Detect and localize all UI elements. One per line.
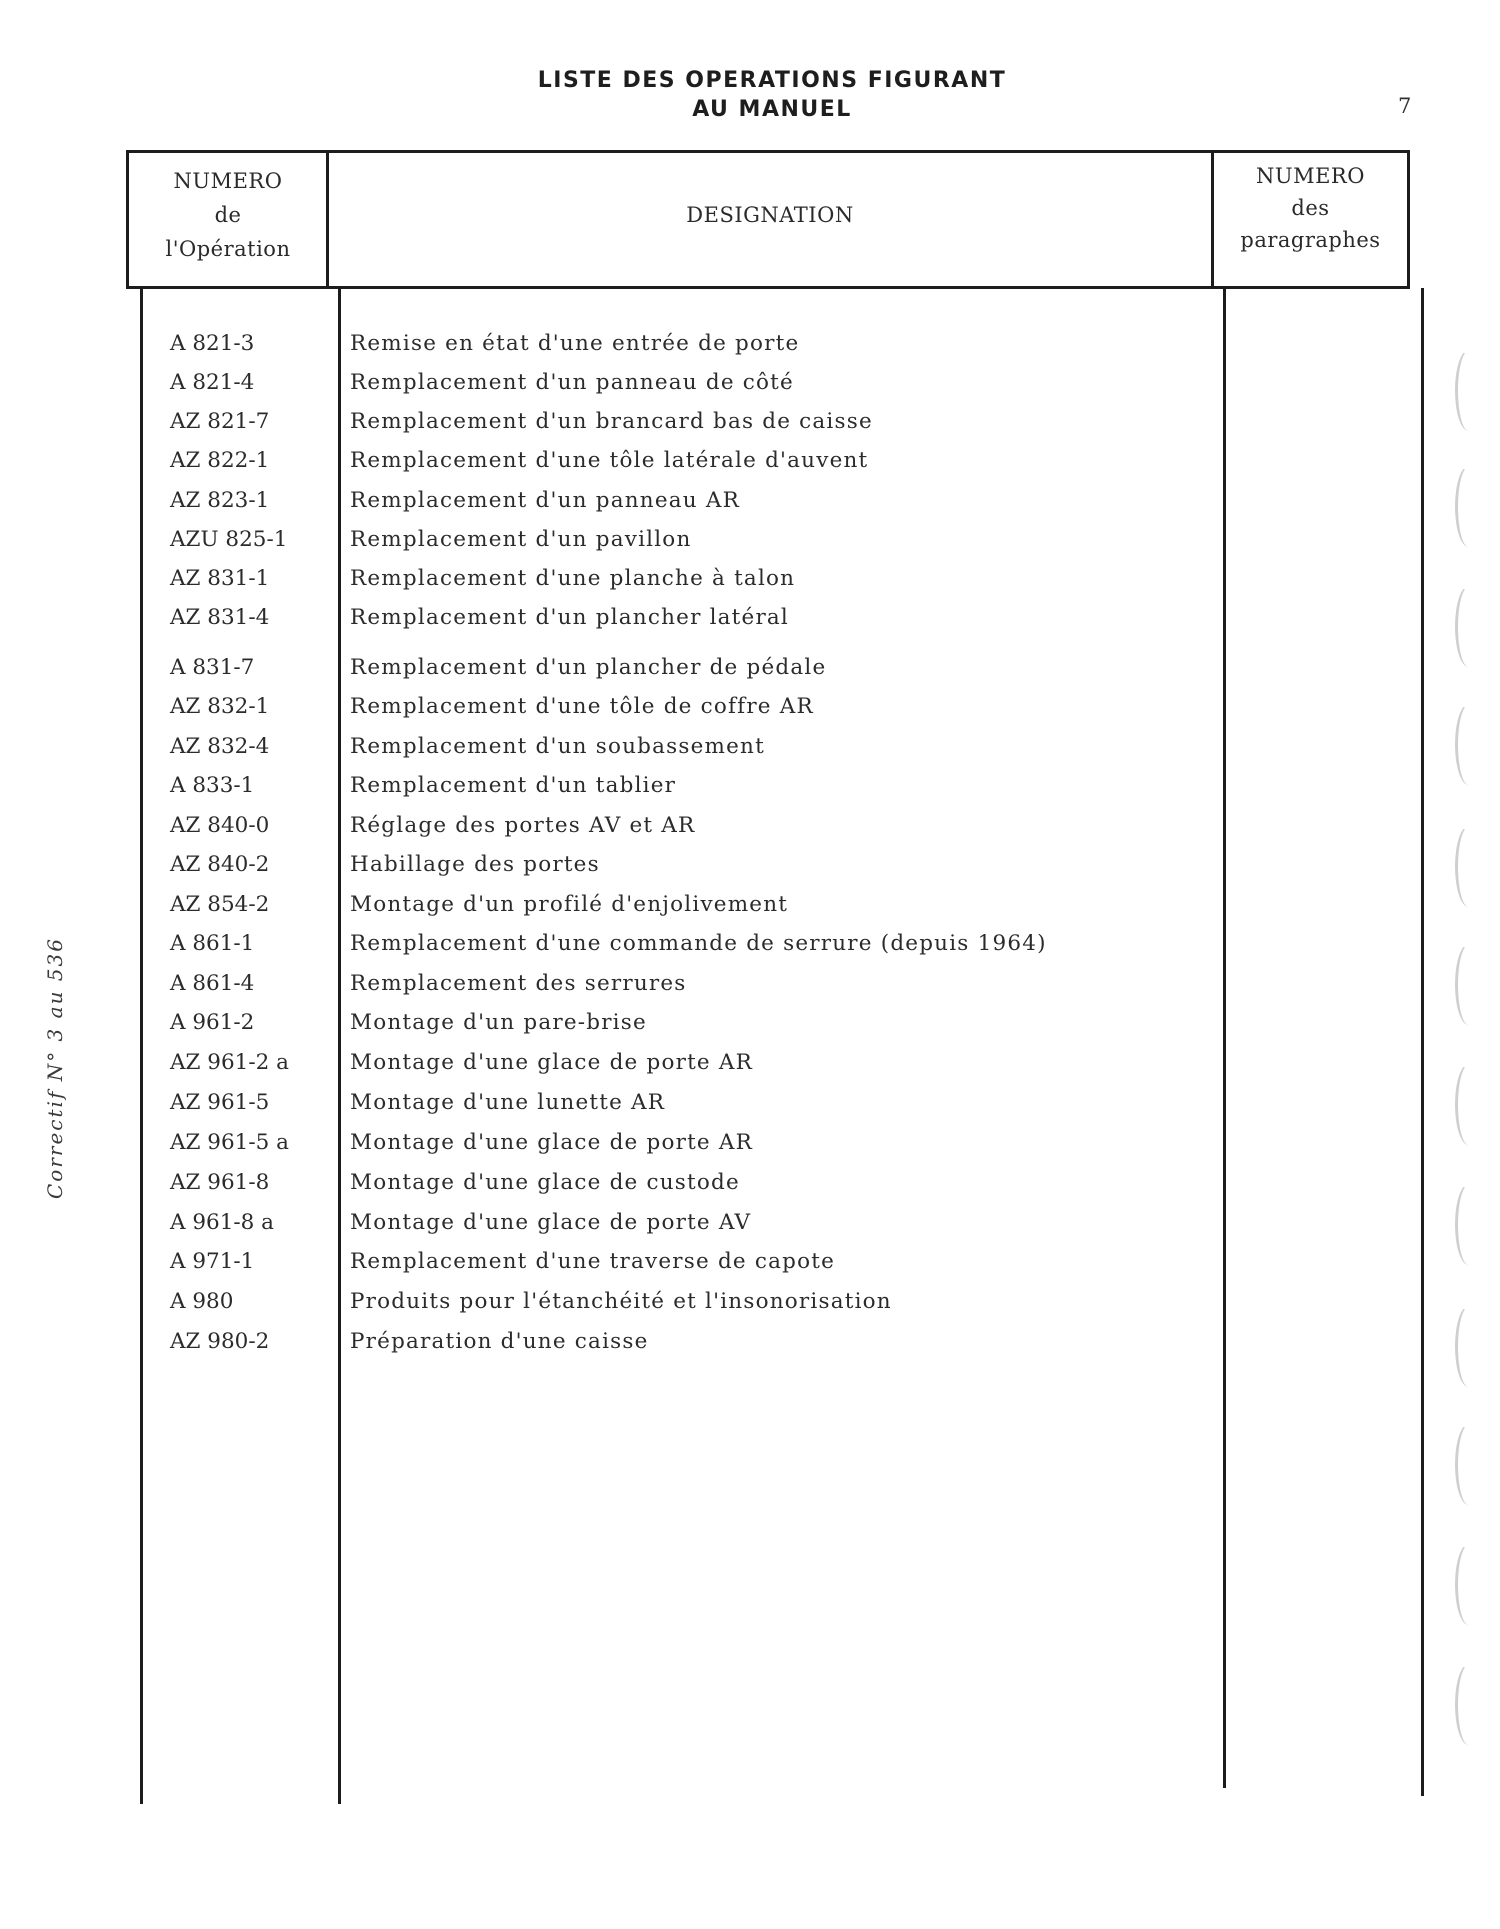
header-paragraph-number-line: des (1291, 196, 1330, 220)
title-line-2: AU MANUEL (692, 97, 852, 122)
operation-code: A 861-1 (170, 931, 255, 956)
table-right-border (1407, 150, 1410, 288)
table-row (170, 967, 687, 1001)
table-row (170, 562, 796, 596)
operation-code: A 961-8 a (170, 1210, 274, 1235)
operation-code: AZ 980-2 (170, 1329, 270, 1354)
table-row (170, 1086, 666, 1120)
punch-hole-mark (1455, 1664, 1482, 1745)
operation-designation: Montage d'un pare-brise (350, 1010, 647, 1035)
operation-code: AZ 840-0 (170, 813, 270, 838)
operation-designation: Remplacement d'un plancher de pédale (350, 655, 827, 680)
punch-hole-mark (1455, 1064, 1482, 1145)
table-row (170, 484, 740, 518)
operation-code: AZ 854-2 (170, 892, 270, 917)
operation-code: A 831-7 (170, 655, 255, 680)
page-number: 7 (1398, 94, 1412, 118)
operation-designation: Remplacement d'un pavillon (350, 527, 692, 552)
operation-code: AZ 961-5 (170, 1090, 270, 1115)
punch-hole-mark (1455, 1306, 1482, 1387)
header-paragraph-number-line: paragraphes (1240, 228, 1381, 252)
margin-note: Correctif N° 3 au 536 (43, 937, 67, 1199)
operation-code: A 821-3 (170, 331, 255, 356)
operation-code: AZU 825-1 (170, 527, 288, 552)
operation-designation: Remplacement d'une commande de serrure (depuis 1964) (350, 931, 1047, 956)
header-op-number-line: l'Opération (165, 237, 291, 261)
punch-hole-mark (1455, 1424, 1482, 1505)
table-row (170, 888, 789, 922)
operation-code: AZ 832-4 (170, 734, 270, 759)
operation-designation: Remplacement des serrures (350, 971, 687, 996)
table-row (170, 769, 677, 803)
header-designation: DESIGNATION (686, 203, 854, 227)
operation-designation: Montage d'une lunette AR (350, 1090, 666, 1115)
operation-code: AZ 821-7 (170, 409, 270, 434)
operation-code: A 980 (170, 1289, 234, 1314)
operation-code: AZ 961-8 (170, 1170, 270, 1195)
operation-code: AZ 961-2 a (170, 1050, 289, 1075)
operation-code: A 821-4 (170, 370, 255, 395)
operation-designation: Remplacement d'une planche à talon (350, 566, 796, 591)
operation-designation: Montage d'une glace de porte AR (350, 1130, 753, 1155)
table-row (170, 809, 696, 843)
punch-hole-mark (1455, 586, 1482, 667)
table-row (170, 1206, 752, 1240)
operation-designation: Remplacement d'un plancher latéral (350, 605, 790, 630)
table-row (170, 366, 794, 400)
punch-hole-mark (1455, 826, 1482, 907)
title-line-1: LISTE DES OPERATIONS FIGURANT (537, 68, 1007, 93)
operation-code: AZ 831-1 (170, 566, 270, 591)
table-row (170, 927, 1047, 961)
operation-designation: Remplacement d'un brancard bas de caisse (350, 409, 873, 434)
header-op-number-line: de (214, 203, 242, 227)
table-row (170, 848, 600, 882)
operation-designation: Montage d'une glace de porte AV (350, 1210, 752, 1235)
header-op-number (130, 164, 326, 266)
punch-hole-mark (1455, 466, 1482, 547)
operation-designation: Montage d'un profilé d'enjolivement (350, 892, 789, 917)
header-bottom-border (126, 286, 1410, 289)
table-row (170, 690, 814, 724)
table-row (170, 327, 800, 361)
punch-hole-mark (1455, 944, 1482, 1025)
operation-code: A 833-1 (170, 773, 255, 798)
table-row (170, 730, 765, 764)
table-row (170, 1126, 753, 1160)
operation-designation: Réglage des portes AV et AR (350, 813, 696, 838)
table-row (170, 601, 790, 635)
table-left-border (126, 150, 129, 288)
table-row (170, 1006, 647, 1040)
table-row (170, 651, 827, 685)
operation-designation: Habillage des portes (350, 852, 600, 877)
table-row (170, 405, 873, 439)
operation-designation: Remplacement d'une tôle latérale d'auvent (350, 448, 869, 473)
punch-hole-mark (1455, 1544, 1482, 1625)
table-row (170, 444, 869, 478)
page-title (0, 66, 1500, 124)
operation-code: AZ 840-2 (170, 852, 270, 877)
table-left-border-lower (140, 288, 143, 1804)
operation-code: AZ 831-4 (170, 605, 270, 630)
table-row (170, 1325, 649, 1359)
table-top-border (126, 150, 1410, 153)
operation-designation: Remplacement d'une traverse de capote (350, 1249, 836, 1274)
operation-designation: Remplacement d'un panneau de côté (350, 370, 794, 395)
operation-code: A 861-4 (170, 971, 255, 996)
operation-code: AZ 823-1 (170, 488, 270, 513)
operation-code: AZ 961-5 a (170, 1130, 289, 1155)
operation-code: A 961-2 (170, 1010, 255, 1035)
operation-designation: Préparation d'une caisse (350, 1329, 649, 1354)
header-paragraph-number-line: NUMERO (1256, 164, 1365, 188)
operation-designation: Montage d'une glace de porte AR (350, 1050, 753, 1075)
table-row (170, 1285, 892, 1319)
column-divider-2-lower (1223, 288, 1226, 1788)
operation-designation: Remise en état d'une entrée de porte (350, 331, 800, 356)
operation-code: A 971-1 (170, 1249, 255, 1274)
table-row (170, 1046, 753, 1080)
operation-designation: Montage d'une glace de custode (350, 1170, 740, 1195)
table-row (170, 523, 692, 557)
header-op-number-line: NUMERO (173, 169, 283, 193)
punch-hole-mark (1455, 1184, 1482, 1265)
table-right-border-lower (1421, 288, 1424, 1796)
operation-designation: Remplacement d'une tôle de coffre AR (350, 694, 814, 719)
operation-code: AZ 822-1 (170, 448, 270, 473)
header-paragraph-number (1214, 160, 1407, 256)
operation-designation: Produits pour l'étanchéité et l'insonorisation (350, 1289, 892, 1314)
operation-designation: Remplacement d'un soubassement (350, 734, 765, 759)
table-row (170, 1166, 740, 1200)
punch-hole-mark (1455, 704, 1482, 785)
operation-designation: Remplacement d'un panneau AR (350, 488, 740, 513)
operation-code: AZ 832-1 (170, 694, 270, 719)
punch-hole-mark (1455, 350, 1482, 431)
table-row (170, 1245, 836, 1279)
operation-designation: Remplacement d'un tablier (350, 773, 677, 798)
